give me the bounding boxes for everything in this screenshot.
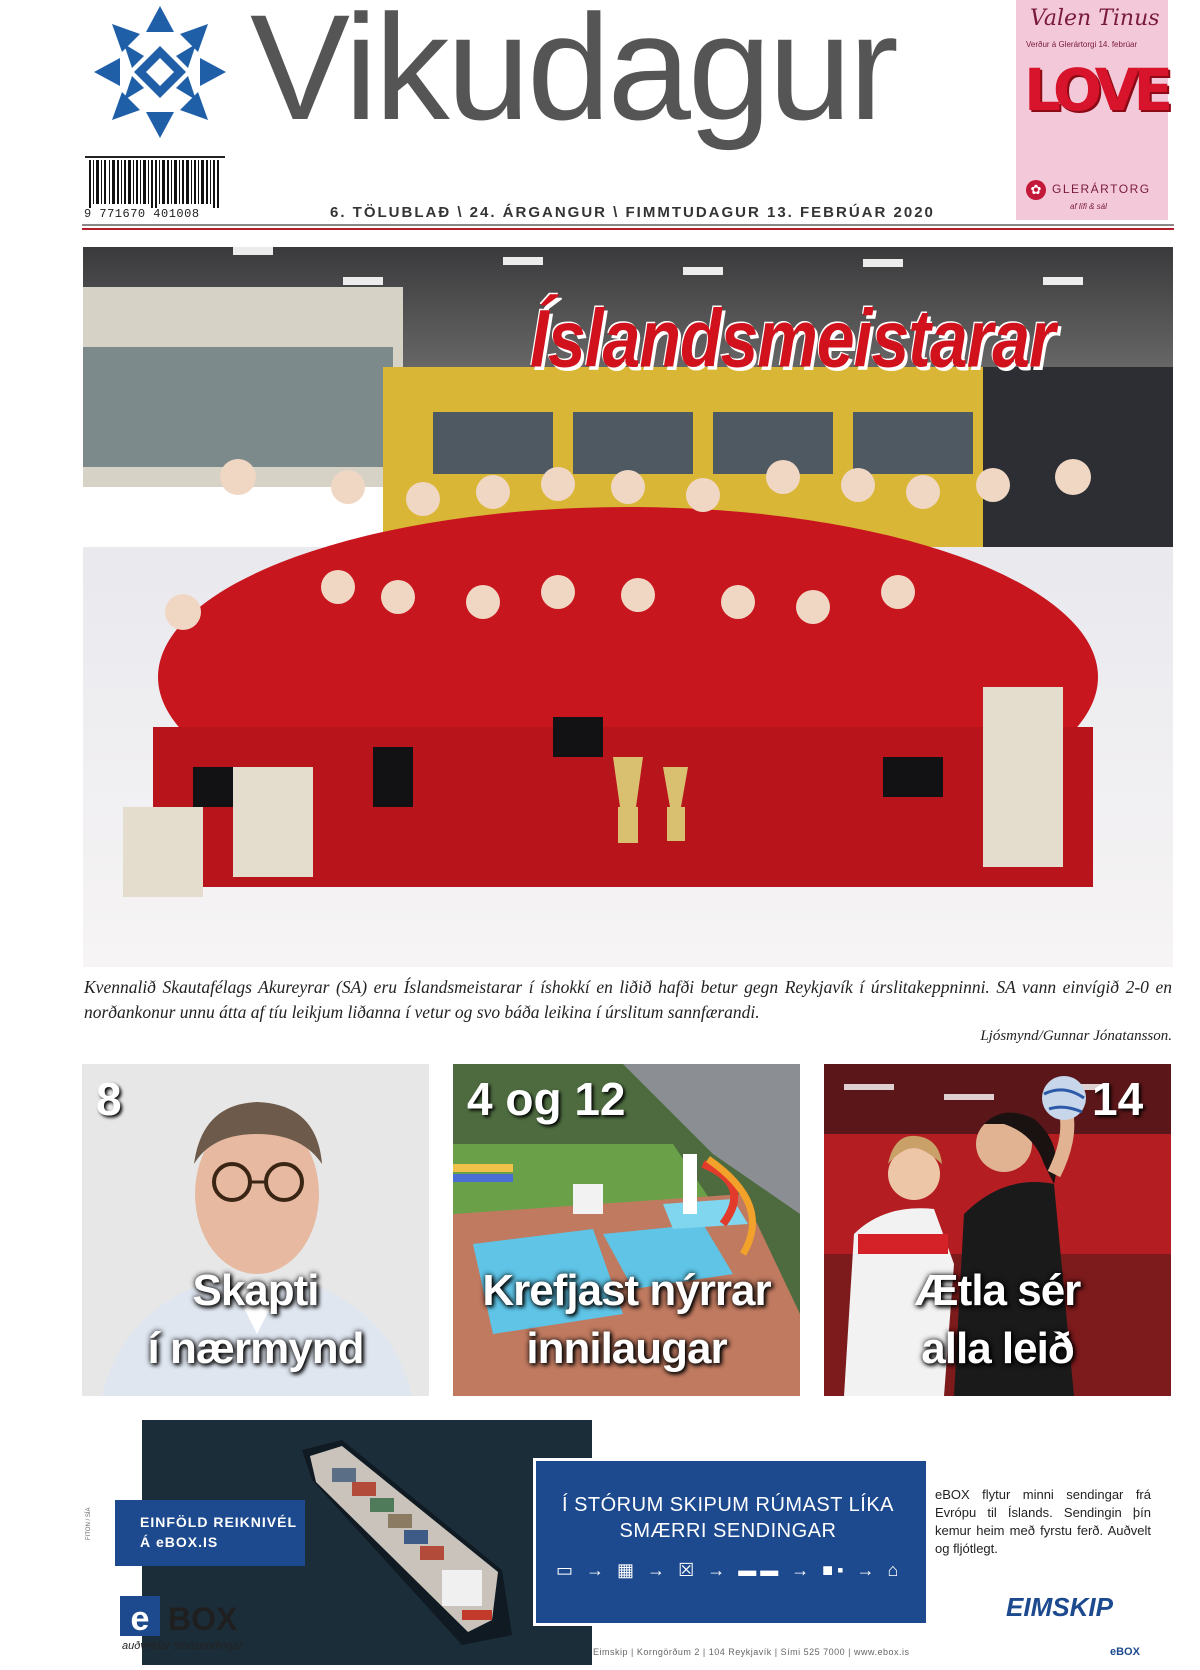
home-icon: ⌂ xyxy=(887,1560,903,1580)
ad-footer-address: Eimskip | Korngörðum 2 | 104 Reykjavík | Sími 525 7000 | www.ebox.is xyxy=(593,1647,910,1657)
love-balloon-text: LOVE xyxy=(1024,56,1168,124)
main-headline: Íslandsmeistarar xyxy=(530,293,1055,385)
calculator-promo-line2: Á eBOX.IS xyxy=(140,1534,219,1550)
teaser-page-number: 8 xyxy=(96,1073,122,1125)
eimskip-logo: EIMSKIP xyxy=(1006,1592,1113,1622)
barcode-number: 9 771670 401008 xyxy=(84,207,200,221)
teaser-handball[interactable] xyxy=(824,1064,1171,1396)
newspaper-star-logo-icon xyxy=(92,4,228,140)
teaser-headline-line1: Skapti xyxy=(192,1266,319,1315)
ebox-logo-icon xyxy=(120,1592,270,1642)
teaser-pool[interactable] xyxy=(453,1064,800,1396)
package-icon: ☒ xyxy=(678,1560,699,1580)
ebox-logo-box: BOX xyxy=(168,1601,238,1637)
teaser-skapti[interactable] xyxy=(82,1064,429,1396)
ship-icon: ▬▬ xyxy=(738,1560,783,1580)
computer-icon: ▭ xyxy=(556,1560,578,1580)
eimskip-ebox-mark: eBOX xyxy=(1110,1646,1140,1658)
photo-credit: Ljósmynd/Gunnar Jónatansson. xyxy=(980,1028,1172,1044)
calculator-promo-line1: EINFÖLD REIKNIVÉL xyxy=(140,1514,298,1530)
flower-logo-icon: ✿ xyxy=(1026,180,1046,200)
ebox-description: eBOX flytur minni sendingar frá Evrópu til Íslands. Sendingin þín kemur heim með fyrstu ferð. Auðvelt og fljótlegt. xyxy=(935,1487,1151,1556)
valentine-ad-title: Valen Tinus xyxy=(1030,6,1160,31)
truck-icon: ■▪ xyxy=(822,1560,848,1580)
masthead-rule xyxy=(82,224,1174,226)
ebox-tagline: auðveldar smásendingar xyxy=(122,1640,243,1652)
barcode-icon xyxy=(85,156,225,208)
teaser-headline-line2: í nærmynd xyxy=(147,1324,364,1373)
calculator-icon: ▦ xyxy=(617,1560,639,1580)
teaser-headline-line2: innilaugar xyxy=(526,1324,727,1373)
mall-tagline: af lífi & sál xyxy=(1070,202,1107,211)
teaser-headline-line1: Krefjast nýrrar xyxy=(482,1266,771,1315)
shipping-steps-icons: ▭ → ▦ → ☒ → ▬▬ → ■▪ → ⌂ xyxy=(556,1560,903,1580)
teaser-headline-line1: Ætla sér xyxy=(914,1266,1081,1315)
ebox-logo-e: e xyxy=(130,1600,150,1638)
ebox-message-line1: Í STÓRUM SKIPUM RÚMAST LÍKA xyxy=(561,1494,895,1516)
teaser-page-number: 14 xyxy=(1092,1073,1144,1125)
teaser-headline-line2: alla leið xyxy=(921,1324,1074,1373)
valentine-ad-subtitle: Verður á Glerártorgi 14. febrúar xyxy=(1026,40,1138,49)
ebox-message-line2: SMÆRRI SENDINGAR xyxy=(619,1520,837,1542)
teaser-page-number: 4 og 12 xyxy=(467,1073,626,1125)
agency-credit: FITON / SÍA xyxy=(86,1507,92,1540)
issue-line: 6. TÖLUBLAÐ \ 24. ÁRGANGUR \ FIMMTUDAGUR 13. FEBRÚAR 2020 xyxy=(330,204,935,221)
masthead-rule-red xyxy=(82,228,1174,230)
newspaper-title: Vikudagur xyxy=(250,0,896,151)
mall-name: GLERÁRTORG xyxy=(1052,182,1151,196)
photo-caption: Kvennalið Skautafélags Akureyrar (SA) eru Íslandsmeistarar í íshokkí en liðið hafði betur gegn Reykjavík í úrslitakeppninni. SA vann einvígið 2-0 en norðankonur unnu átta af tíu leikjum liðanna í vetur og svo báða leikina í úrslitum sannfærandi. xyxy=(84,977,1172,1022)
